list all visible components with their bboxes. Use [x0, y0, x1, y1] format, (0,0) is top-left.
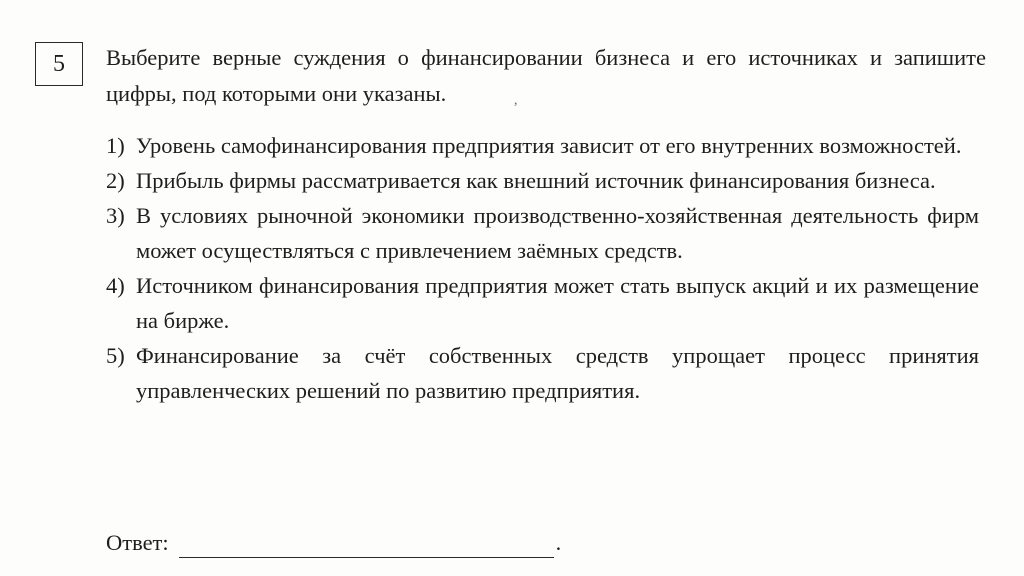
answer-label: Ответ:	[106, 530, 169, 555]
option-number: 2)	[106, 168, 125, 193]
stray-mark: ,	[514, 93, 518, 108]
task-number-box	[35, 42, 83, 86]
option-item	[106, 268, 979, 338]
answer-blank-line[interactable]	[179, 533, 554, 558]
option-number: 5)	[106, 343, 125, 368]
option-text: В условиях рыночной экономики производственно-хозяйственная деятельность фирм может осуществляться с привлечением заёмных средств.	[136, 203, 979, 263]
question-text: Выберите верные суждения о финансировании бизнеса и его источниках и запишите цифры, под которыми они указаны.	[106, 45, 986, 106]
task-number: 5	[53, 50, 65, 77]
answer-row	[106, 528, 561, 558]
option-item	[106, 163, 979, 198]
option-item	[106, 128, 979, 163]
option-text: Финансирование за счёт собственных средств упрощает процесс принятия управленческих решений по развитию предприятия.	[136, 343, 979, 403]
option-item	[106, 338, 979, 408]
option-number: 4)	[106, 273, 125, 298]
option-text: Источником финансирования предприятия может стать выпуск акций и их размещение на бирже.	[136, 273, 979, 333]
option-number: 3)	[106, 203, 125, 228]
option-number: 1)	[106, 133, 125, 158]
options-list	[106, 128, 979, 408]
answer-end-mark: .	[555, 530, 562, 555]
option-text: Уровень самофинансирования предприятия зависит от его внутренних возможностей.	[136, 133, 962, 158]
option-item	[106, 198, 979, 268]
option-text: Прибыль фирмы рассматривается как внешний источник финансирования бизнеса.	[136, 168, 936, 193]
